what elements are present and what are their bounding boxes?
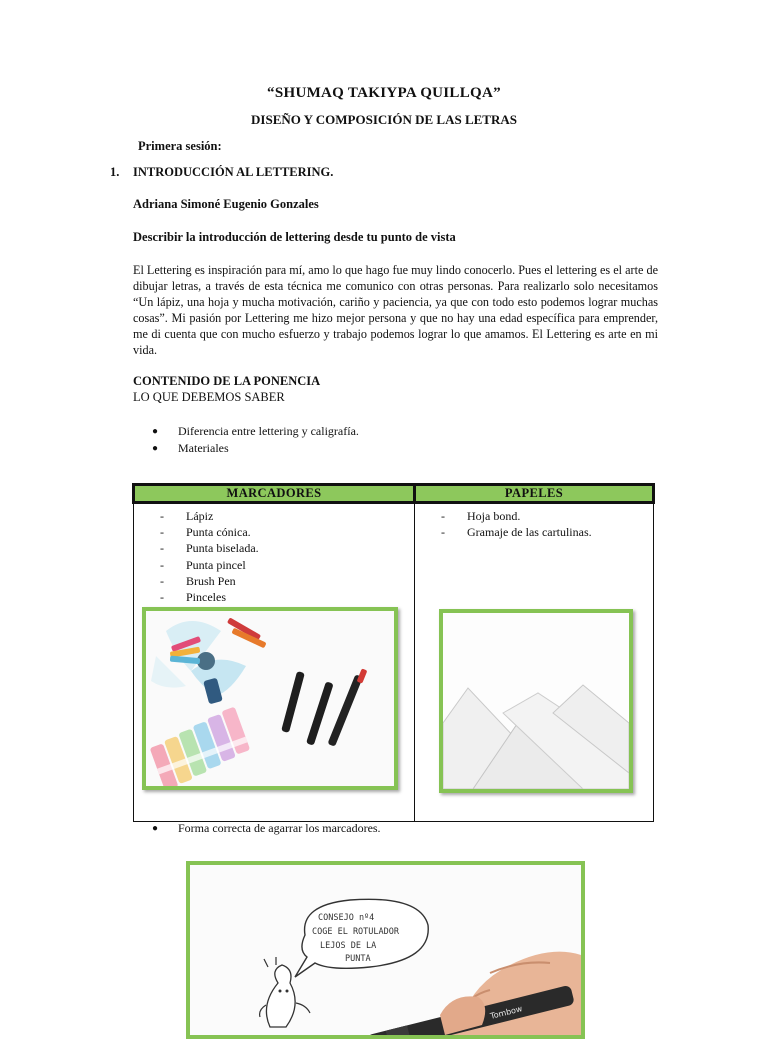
grip-tip-image [186,861,585,1039]
intro-paragraph: El Lettering es inspiración para mí, amo lo que hago fue muy lindo conocerlo. Pues el lettering es el arte de dibujar letras, a través de esta técnica me comunico con otras personas. Para realizarlo solo necesitamos “Un lápiz, una hoja y mucha motivación, cariño y paciencia, ya que con todo esto podemos lograr muchas cosas”. Mi pasión por Lettering me hizo mejor persona y que no hay una edad específica para emprender, me di cuenta que con mucho esfuerzo y trabajo podemos lograr lo que amamos. El Lettering es arte en mi vida. [133,263,658,357]
list-item: ● Forma correcta de agarrar los marcadores. [152,821,381,835]
bubble-line-2: COGE EL ROTULADOR [312,927,399,937]
paper-image [439,609,633,793]
list-item: - Punta biselada. [160,541,259,556]
list-item: - Punta pincel [160,557,246,572]
bullet-icon: ● [152,823,159,834]
list-item: - Pinceles [160,590,226,605]
list-item: - Hoja bond. [441,509,521,523]
document-title: “SHUMAQ TAKIYPA QUILLQA” [267,85,501,101]
pen-brand-label: Tombow [489,1004,524,1021]
section-number: 1. [110,165,120,179]
bubble-line-1: CONSEJO nº4 [318,913,375,923]
session-label: Primera sesión: [138,139,222,153]
bullet-icon: ● [152,426,159,437]
grip-tip-illustration [190,865,581,1035]
list-item: - Lápiz [160,509,214,523]
table-header-papeles: PAPELES [415,485,654,503]
markers-image [142,607,398,790]
bubble-line-4: PUNTA [345,954,371,964]
markers-illustration [146,611,394,786]
paper-sheets-illustration [443,613,629,789]
bullet-icon: ● [152,443,159,454]
list-item: - Punta cónica. [160,525,251,540]
document-subtitle: DISEÑO Y COMPOSICIÓN DE LAS LETRAS [251,112,517,127]
materials-bullet-list [152,423,359,457]
list-item: - Brush Pen [160,573,236,588]
prompt-text: Describir la introducción de lettering desde tu punto de vista [133,230,456,244]
grip-bullet-list [152,820,381,837]
table-header-marcadores: MARCADORES [134,485,415,503]
content-subheading: LO QUE DEBEMOS SABER [133,390,285,404]
content-heading: CONTENIDO DE LA PONENCIA [133,374,321,388]
section-heading: INTRODUCCIÓN AL LETTERING. [133,165,334,179]
author-name: Adriana Simoné Eugenio Gonzales [133,197,319,211]
list-item: - Gramaje de las cartulinas. [441,525,592,540]
list-item: ● Diferencia entre lettering y caligrafía. [152,424,359,438]
bubble-line-3: LEJOS DE LA [320,941,377,951]
list-item: ● Materiales [152,441,229,455]
